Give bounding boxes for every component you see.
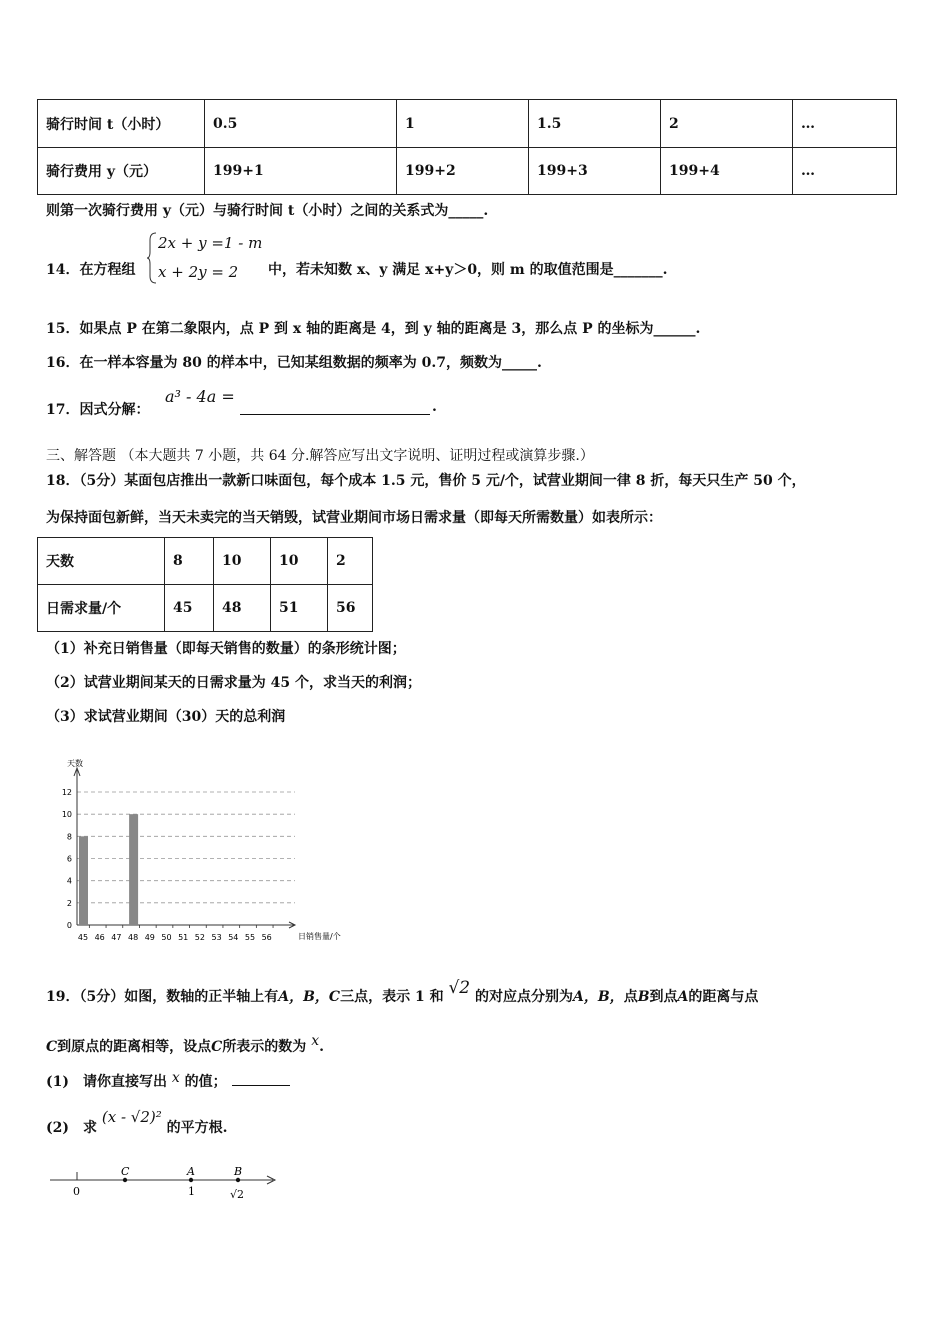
y-tick-label: 6 <box>66 854 72 864</box>
table-cell: 10 <box>271 538 328 585</box>
q13-table <box>37 99 897 195</box>
q17-prefix: 17．因式分解： <box>46 402 150 418</box>
y-axis-label: 天数 <box>67 759 83 768</box>
table-cell: 2 <box>328 538 373 585</box>
q17-period: . <box>432 399 437 415</box>
q18-sub-1: （1）补充日销售量（即每天销售的数量）的条形统计图； <box>46 641 406 657</box>
x-tick-label: 51 <box>178 933 189 942</box>
sqrt2-symbol: √2 <box>448 978 471 998</box>
q19-variable: x <box>171 1070 180 1086</box>
table-cell: 199+4 <box>661 148 793 195</box>
q17-answer-blank <box>240 400 430 415</box>
q14-equation-2: x + 2y = 2 <box>158 263 239 281</box>
q13-sentence: 则第一次骑行费用 y（元）与骑行时间 t（小时）之间的关系式为_____. <box>46 203 489 219</box>
q14-prefix: 14．在方程组 <box>46 262 136 278</box>
q19-points: A，B，C <box>278 989 341 1005</box>
q19-text: 的平方根. <box>166 1120 228 1136</box>
q19-text: . <box>319 1039 324 1055</box>
table-cell: 8 <box>165 538 214 585</box>
x-tick-label: 48 <box>128 933 139 942</box>
table-row <box>38 538 373 585</box>
y-tick-label: 12 <box>61 788 72 797</box>
point-a-value: 1 <box>188 1185 195 1198</box>
q19-points: A，B， <box>572 989 624 1005</box>
table-cell: 1.5 <box>529 100 661 148</box>
y-tick-label: 10 <box>61 810 72 820</box>
x-axis-label: 日销售量/个 <box>298 932 341 941</box>
q19-text: (1) 请你直接写出 <box>46 1074 167 1090</box>
q18-sub-2: （2）试营业期间某天的日需求量为 45 个，求当天的利润； <box>46 675 421 691</box>
bar <box>129 814 138 925</box>
table-cell: 199+3 <box>529 148 661 195</box>
q14-suffix: 中，若未知数 x、y 满足 x+y＞0，则 m 的取值范围是_______. <box>268 262 668 278</box>
x-tick-label: 49 <box>144 933 155 942</box>
number-line <box>45 1160 285 1210</box>
y-tick-label: 8 <box>66 832 72 842</box>
table-cell: 天数 <box>38 538 165 585</box>
x-tick-label: 52 <box>194 933 205 942</box>
table-cell: … <box>793 148 897 195</box>
table-cell: 0.5 <box>205 100 397 148</box>
q19-text: 到点 <box>649 989 678 1005</box>
point-a-dot <box>189 1178 193 1182</box>
q19-answer-blank <box>232 1071 290 1086</box>
q17-expression: a³ - 4a = <box>165 387 235 406</box>
point-c-label: C <box>121 1165 130 1178</box>
origin-label: 0 <box>73 1185 80 1198</box>
q19-point: C <box>211 1039 223 1055</box>
table-cell: 1 <box>397 100 529 148</box>
table-row <box>38 148 897 195</box>
q19-line-1 <box>46 978 759 1006</box>
table-cell: 48 <box>214 585 271 632</box>
table-cell: 2 <box>661 100 793 148</box>
q19-text: 所表示的数为 <box>222 1039 307 1055</box>
x-tick-label: 47 <box>111 933 122 942</box>
q19-text: (2) 求 <box>46 1120 97 1136</box>
q19-text: 的对应点分别为 <box>474 989 573 1005</box>
y-tick-label: 4 <box>66 876 72 886</box>
y-tick-label: 2 <box>66 898 72 908</box>
point-b-dot <box>236 1178 240 1182</box>
section-heading: 三、解答题 （本大题共 7 小题，共 64 分.解答应写出文字说明、证明过程或演算步骤.） <box>46 448 594 464</box>
q15: 15．如果点 P 在第二象限内，点 P 到 x 轴的距离是 4，到 y 轴的距离是 3，那么点 P 的坐标为______. <box>46 321 701 337</box>
x-tick-label: 53 <box>211 933 222 942</box>
x-tick-label: 46 <box>94 933 105 942</box>
q19-line-2 <box>46 1033 324 1056</box>
x-tick-label: 54 <box>228 933 239 942</box>
table-cell: 51 <box>271 585 328 632</box>
table-cell: 骑行时间 t（小时） <box>38 100 205 148</box>
table-cell: 日需求量/个 <box>38 585 165 632</box>
x-tick-label: 55 <box>244 933 256 942</box>
table-cell: 45 <box>165 585 214 632</box>
q19-text: 点 <box>623 989 638 1005</box>
q19-text: 19．（5分）如图，数轴的正半轴上有 <box>46 989 279 1005</box>
q19-point: A <box>677 989 689 1005</box>
q18-sub-3: （3）求试营业期间（30）天的总利润 <box>46 709 286 725</box>
q19-sub-1 <box>46 1071 290 1091</box>
bar-chart <box>55 752 345 947</box>
table-cell: 199+2 <box>397 148 529 195</box>
point-b-label: B <box>234 1165 243 1178</box>
y-tick-label: 0 <box>66 921 72 930</box>
table-row <box>38 100 897 148</box>
q19-sub-2 <box>46 1108 228 1137</box>
table-cell: … <box>793 100 897 148</box>
point-a-label: A <box>187 1165 195 1178</box>
q18-table <box>37 537 373 632</box>
q19-text: 三点，表示 1 和 <box>340 989 444 1005</box>
q14-equation-1: 2x + y =1 - m <box>158 234 263 252</box>
brace-icon <box>147 232 157 284</box>
q19-point: B <box>637 989 650 1005</box>
table-cell: 骑行费用 y（元） <box>38 148 205 195</box>
point-b-value: √2 <box>230 1188 245 1201</box>
table-cell: 199+1 <box>205 148 397 195</box>
q19-expression: (x - √2)² <box>101 1108 162 1126</box>
q18-line-2: 为保持面包新鲜，当天未卖完的当天销毁，试营业期间市场日需求量（即每天所需数量）如表所示： <box>46 510 662 526</box>
x-tick-label: 45 <box>77 933 89 942</box>
q19-text: 到原点的距离相等，设点 <box>57 1039 212 1055</box>
x-tick-label: 50 <box>161 933 172 942</box>
table-cell: 56 <box>328 585 373 632</box>
x-tick-label: 56 <box>261 933 272 942</box>
q19-text: 的距离与点 <box>688 989 759 1005</box>
bar <box>79 836 88 925</box>
table-row <box>38 585 373 632</box>
point-c-dot <box>123 1178 127 1182</box>
q19-variable: x <box>311 1033 320 1049</box>
q19-text: 的值； <box>184 1074 227 1090</box>
q16: 16．在一样本容量为 80 的样本中，已知某组数据的频率为 0.7，频数为_____. <box>46 355 542 371</box>
q19-point: C <box>46 1039 58 1055</box>
q18-line-1: 18．（5分）某面包店推出一款新口味面包，每个成本 1.5 元，售价 5 元/个，试营业期间一律 8 折，每天只生产 50 个， <box>46 473 806 489</box>
table-cell: 10 <box>214 538 271 585</box>
